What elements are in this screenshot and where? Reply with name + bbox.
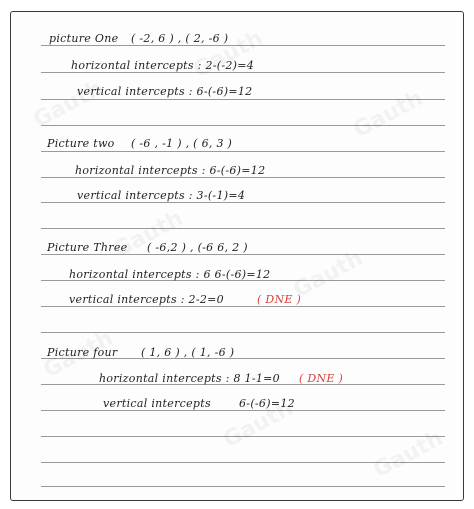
section-title: Picture four (47, 346, 118, 359)
section-title: Picture Three (47, 241, 128, 254)
section-points: ( 1, 6 ) , ( 1, -6 ) (141, 346, 235, 359)
section-title: picture One (49, 32, 119, 45)
ruled-line (41, 462, 445, 463)
section-points: ( -6 , -1 ) , ( 6, 3 ) (131, 137, 233, 150)
horizontal-intercepts: horizontal intercepts : 2-(-2)=4 (71, 59, 255, 72)
ruled-line (41, 72, 445, 73)
section-points: ( -6,2 ) , (-6 6, 2 ) (147, 241, 248, 254)
section-points: ( -2, 6 ) , ( 2, -6 ) (131, 32, 229, 45)
ruled-line (41, 177, 445, 178)
horizontal-intercepts: horizontal intercepts : 6-(-6)=12 (75, 164, 266, 177)
ruled-line (41, 151, 445, 152)
horizontal-intercepts: horizontal intercepts : 8 1-1=0 (99, 372, 280, 385)
watermark (350, 86, 428, 143)
ruled-line (41, 436, 445, 437)
dne-note: ( DNE ) (299, 372, 344, 385)
vertical-intercepts-value: 6-(-6)=12 (239, 397, 295, 410)
ruled-line (41, 332, 445, 333)
ruled-line (41, 254, 445, 255)
section-title: Picture two (47, 137, 115, 150)
vertical-intercepts: vertical intercepts : 2-2=0 (69, 293, 224, 306)
horizontal-intercepts: horizontal intercepts : 6 6-(-6)=12 (69, 268, 271, 281)
vertical-intercepts: vertical intercepts : 6-(-6)=12 (77, 85, 253, 98)
ruled-line (41, 99, 445, 100)
watermark (370, 426, 448, 483)
ruled-line (41, 486, 445, 487)
ruled-line (41, 228, 445, 229)
ruled-line (41, 410, 445, 411)
ruled-line (41, 125, 445, 126)
ruled-line (41, 202, 445, 203)
ruled-line (41, 306, 445, 307)
ruled-line (41, 45, 445, 46)
dne-note: ( DNE ) (257, 293, 302, 306)
vertical-intercepts: vertical intercepts (103, 397, 211, 410)
notebook-page (10, 11, 464, 501)
vertical-intercepts: vertical intercepts : 3-(-1)=4 (77, 189, 246, 202)
